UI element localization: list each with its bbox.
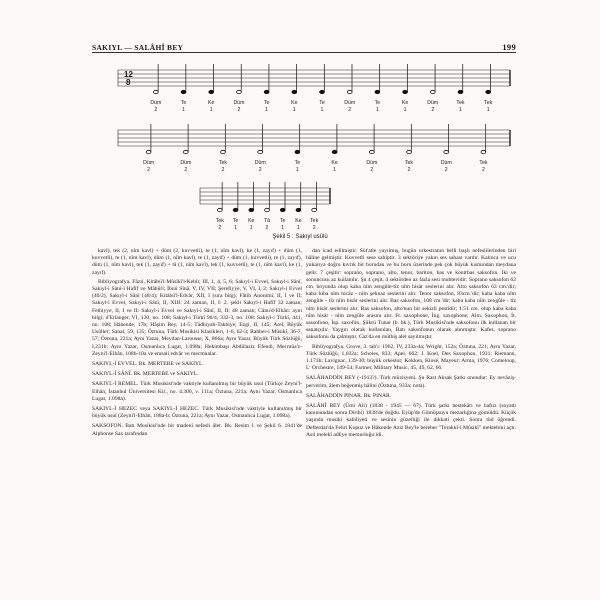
duration-label: 1 xyxy=(403,107,407,113)
note-head xyxy=(296,208,301,211)
note-head xyxy=(312,208,317,211)
duration-label: 1 xyxy=(486,107,490,113)
note-head xyxy=(265,208,270,211)
syllable-label: Te xyxy=(279,218,286,224)
syllable-label: Tek xyxy=(310,218,319,224)
syllable-label: Te xyxy=(180,100,187,106)
note-head xyxy=(264,90,269,93)
syllable-label: Tek xyxy=(456,100,465,106)
syllable-label: Düm xyxy=(150,100,162,106)
left-column xyxy=(92,248,302,440)
syllable-label: Te xyxy=(294,160,301,166)
running-title: SAKIYL — SALÂHÎ BEY xyxy=(92,43,184,52)
syllable-label: Tek xyxy=(215,218,224,224)
note-head xyxy=(403,90,408,93)
note-head xyxy=(430,90,435,93)
note-head xyxy=(369,150,374,153)
note-head xyxy=(183,150,188,153)
note-head xyxy=(292,90,297,93)
syllable-label: Düm xyxy=(344,100,356,106)
syllable-label: Ke xyxy=(208,100,215,106)
entry-salahaddin-pinar: SALÂHADDİN PINAR. Bk. PINAR. xyxy=(306,392,392,399)
syllable-label: Te xyxy=(374,100,381,106)
duration-label: 2 xyxy=(221,167,225,173)
note-head xyxy=(444,150,449,153)
duration-label: 1 xyxy=(295,167,299,173)
duration-label: 1 xyxy=(292,107,296,113)
duration-label: 2 xyxy=(184,167,188,173)
duration-label: 1 xyxy=(375,107,379,113)
syllable-label: Ke xyxy=(331,160,338,166)
page-number: 199 xyxy=(502,42,516,52)
note-head xyxy=(233,208,238,211)
duration-label: 2 xyxy=(218,225,222,231)
syllable-label: Düm xyxy=(143,160,155,166)
duration-label: 2 xyxy=(348,107,352,113)
note-head xyxy=(280,208,285,211)
rhythm-notation xyxy=(0,0,600,248)
syllable-label: Tek xyxy=(479,160,488,166)
bibliography: Bibliyografya. Grove, 3. tab'ı: 1962, IV, 233a-4a; Wright, 152a; Öztuna, 221; Aynı Yazar, Türk Sözlüğü, 1,032a; Scholes, 833; Apel, 662; J. Koel, Des Saxophon, 1931; Riemann, 1.173b; Lavignac, 139-30; büyük orkestor; Kokken, Klosé, Mayeur; Arma, 1976; Comeloup, L' Orchestre, 149-54; Farmer, Military Music, 45, 49, 62, 66. xyxy=(306,343,516,372)
note-head xyxy=(295,150,300,153)
duration-label: 2 xyxy=(154,107,158,113)
duration-label: 1 xyxy=(333,167,337,173)
right-column xyxy=(306,248,516,441)
note-head xyxy=(221,150,226,153)
syllable-label: Düm xyxy=(254,160,266,166)
paragraph: kavl), tek (2, nîm kavl) + düm (2, kuvvetli), te (1, nîm kavl), ke (1, zayıf) + düm (1, kuvvetli), te (1, nîm kavl), düm (1, nîm kavl), te (1, zayıf) + düm (1, kuvvetli), te (1, zayıf), düm (1, nîm kavl), tek (1, zayıf) + tâ (1, nîm kavl), tek (1, kuvvetli), te (1, nîm kavl), ke (1, zayıf). xyxy=(92,248,302,276)
syllable-label: Tek xyxy=(218,160,228,166)
note-head xyxy=(375,90,380,93)
syllable-label: Düm xyxy=(180,160,192,166)
syllable-label: Ke xyxy=(248,218,255,224)
duration-label: 1 xyxy=(265,107,269,113)
entry-sakiyl-i-sani: SAKIYL-İ SÂNÎ. Bk. MERTEBE ve SAKIYL. xyxy=(92,371,199,378)
syllable-label: Düm xyxy=(366,160,378,166)
duration-label: 1 xyxy=(320,107,324,113)
syllable-label: Ke xyxy=(295,218,302,224)
note-head xyxy=(486,90,491,93)
syllable-label: Te xyxy=(263,100,270,106)
syllable-label: Tek xyxy=(484,100,493,106)
time-signature-top: 12 xyxy=(124,70,133,79)
duration-label: 1 xyxy=(281,225,285,231)
note-head xyxy=(320,90,325,93)
notation-caption: Şekil 5 : Sakıyl usûlü xyxy=(272,234,328,240)
note-head xyxy=(153,90,158,93)
duration-label: 1 xyxy=(182,107,185,113)
duration-label: 2 xyxy=(431,107,435,113)
entry-salahi-bey: SALÂHÎ BEY (Ümi Ali) (1838 - 1945 — 67). Türk şarkı bestekârı ve hafızı (soyadı kanunundan sonra Diribi) 1838'de doğdu. Eyüp'de Gümüşsuyu mezarlığına gömüldü. Küçük yaşında musiki kabiliyeti ve sesinin güzelliği ile dikkati çekti. Sonra tüd öğrendi. Defterdar'da Fehri Kopuz ve Hâkende Aziz Bey'le bereber "Terakkî-i Mûsikî" mektebini açtı. Asıl melekî adliye memurluğu idi. xyxy=(306,403,516,438)
syllable-label: Te xyxy=(319,100,325,106)
bibliography: Bibliyografya. Fâzıl, Kitâbü'l-Mûsîkî'l-Kebîr, III, 1, 4, 5, 6; Sakıyl-i Evvel, Sakıyl-i Sânî, Sakıyl-i Sânî-i Hafîf ve Mâhûrî; İbnü Sînâ, V, IV, VII; Şerefiyye, V, VI, I, 2; Sakıyl-i Evvel (40/2), Sakıyl-i Sânî (48/4); Kitâbü'l-Edvâr, XII, I (sıra bilg); Fâtih Anonimi, II, I ve II; Sakıyl-i Evvel, Sakıyl-i Sânî, II, XIII: 24 zaman, II, I: 2. şekli Sakıyl-i Hafîf 32 zaman; Fethiyye, II, I ve II: Sakıyl-i Evvel ve Sakıyl-i Sânî, II, II: 48 zaman; Cânu'd-Elhân: aynı bilgi; d'Erlanger, VI, 130, no. 108; Sakıyl-i Türkî 96/4, 332-3, no. 108: Sakıyl-i Türkî, 441, no. 108; Hânende, 17b; Hâşim Bey, 14-5; Tâdhiyah-Takhiye; Ezgi, II, 145; Arel, Büyük Usûller; Sanal, 59, 135; Öztuna, Türk Musikisi Klasikleri, 1-6, 62-3; Rahber-i Mûsikî, 36-7, 57; Öztuna, 221a; Aynı Yazar, Meydan-Larousse, X, 866a; Aynı Yazar, Büyük Türk Sözlüğü, I,231b; Aynı Yazar, Osmanlıca Lugat, 1.098a; Hekimbaşı Abdülaziz Efendi, Mecmûa'z-Zeyni'l-Elhân, 108b-10a ve emsali edvâr ve mecmualar. xyxy=(92,278,302,357)
duration-label: 2 xyxy=(370,167,374,173)
duration-label: 2 xyxy=(258,167,262,173)
syllable-label: Tâ xyxy=(263,218,271,224)
time-signature-bottom: 8 xyxy=(126,78,131,87)
note-head xyxy=(407,150,412,153)
syllable-label: Te xyxy=(232,218,239,224)
duration-label: 2 xyxy=(407,167,411,173)
note-head xyxy=(217,208,222,211)
note-head xyxy=(181,90,186,93)
syllable-label: Düm xyxy=(233,100,245,106)
duration-label: 2 xyxy=(237,107,241,113)
duration-label: 2 xyxy=(444,167,448,173)
entry-sakiyl-i-remel: SAKIYL-İ REMEL. Türk Musikisi'nde vaktiyle kullanılmış bir büyük usul (Türkçe Zeyni'l-Elhân, İstanbul Üniversitesi Kit., no. 4.300, v. 111a; Öztuna, 221a; Aynı Yazar, Osmanlıca Lugat, 1.098a). xyxy=(92,381,302,402)
entry-saksofon: SAKSOFON. Batı Musikisi'nde bir madenî nefesli âlet. Bk. Resim 1 ve Şekil 6. 1841'de Alphonse Sax tarafından xyxy=(92,423,302,437)
syllable-label: Düm xyxy=(427,100,439,106)
duration-label: 2 xyxy=(265,225,269,231)
note-head xyxy=(249,208,254,211)
note-head xyxy=(332,150,337,153)
note-head xyxy=(258,150,263,153)
duration-label: 2 xyxy=(147,167,151,173)
duration-label: 2 xyxy=(312,225,316,231)
syllable-label: Tek xyxy=(404,160,414,166)
entry-sakiyl-i-hezec: SAKIYL-İ HEZEC veya SAKIYL-İ HEZEC. Türk Musikisi'nde vaktiyle kullanılmış bir büyük usul (Zeyni'l-Elhân, 108a-b; Öztuna, 221a; Aynı Yazar, Osmanlıca Lugat, 1.098a). xyxy=(92,406,302,420)
syllable-label: Ke xyxy=(401,100,409,106)
duration-label: 1 xyxy=(296,225,300,231)
syllable-label: Düm xyxy=(440,160,452,166)
syllable-label: Ke xyxy=(291,100,298,106)
note-head xyxy=(458,90,463,93)
duration-label: 1 xyxy=(459,107,462,113)
duration-label: 1 xyxy=(234,225,238,231)
duration-label: 2 xyxy=(481,167,485,173)
entry-salahaddin-bey: SALÂHADDİN BEY (-1913?). Türk müzisyeni. Şu Rast Aksak Şarkı onundur: Ey nevâziş-perverim, âlem beğenmiş hâlini (Öztuna, 933a; nota). xyxy=(306,375,516,389)
paragraph: dan icad edilmiştir. Süt'atle yayılmış, bugün orkestranın belli başlı nefeslilerinden biri hâline gelmiştir. Kuvvetli sese sahiptir. 3 sektöriye yakın ses sahası vardır. Kalınca ve ucu yukarıya doğru kıvrık bir borudan ve bu boru üzerinde pek çok büyük kısmından meydana gelir. 7 çeşitir: soprano, soprano, alto, tenor, bariton, bas ve kontrbas saksofon. İki ve sonuncusu az kullanılır. Şu 4 çeşit, 4 sektörden az fazla sesi muhtevidir: Soprano saksofon 62 cm. boyunda olup kaba nîm zengûle-tîz nîm hisâr seslerini alır. Alto saksofon 63 cm.'dir; kaba hiba nîm hicâz - nîm şehnaz seslerini alır. Tenor saksofon, 83cm.'dir; kaba kaba nîm zengûle - tîz nîm hisâr seslerini alır. Bas saksofon, 108 cm.'dir; kaba kaba nîm zengûle - tîz nîm hisâr seslerini alır. Bas saksofon, alto'nun bir sekizli pestidir; 1.51 cm. olup kaba kaba nîm hisâr - nîm zengûle arasını alır. Fr. saxophone, İng. saxophone, Alm. Saxophon, İt. sassofono, İsp. saxofón, Şükrü Tunar (b. bk.), Türk Musikisi'nde saksofonu ilk kullanan bir sanatçıdır. Yaygın olarak kullanılan, Batı saksofonun olarak alınmıştır. Kafes, soprano saksofonu da çalmıştır. Caz'da en müthiş alet sayılmıştır. xyxy=(306,248,516,341)
note-head xyxy=(209,90,214,93)
note-head xyxy=(481,150,486,153)
note-head xyxy=(347,90,352,93)
duration-label: 1 xyxy=(249,225,253,231)
entry-sakiyl-i-evvel: SAKIYL-İ EVVEL. Bk. MERTEBE ve SAKIYL. xyxy=(92,361,204,368)
duration-label: 1 xyxy=(209,107,213,113)
note-head xyxy=(146,150,151,153)
note-head xyxy=(237,90,242,93)
